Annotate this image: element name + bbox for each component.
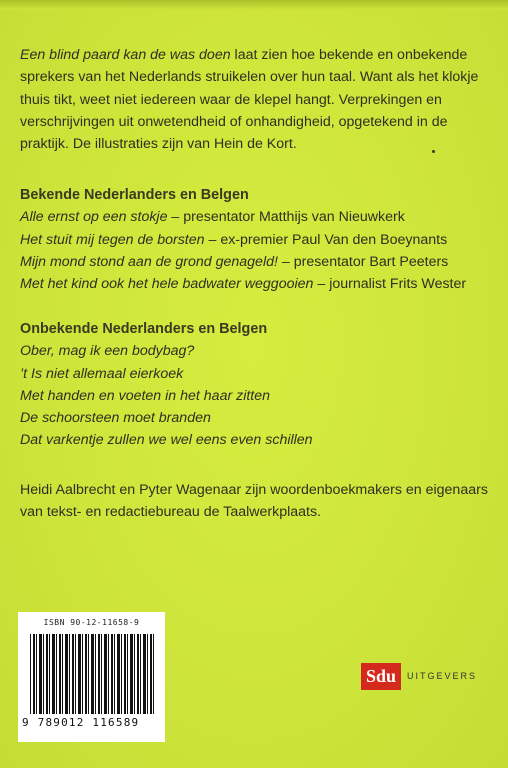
quote-line (20, 229, 490, 251)
section-heading-unknown: Onbekende Nederlanders en Belgen (20, 321, 268, 337)
intro-text: laat zien hoe bekende en onbekende sprekers van het Nederlands struikelen over hun taal. Want als het klokje thuis tikt, weet niet iedereen waar de klepel hangt. Verprekingen en verschrijvingen uit onwetendheid of onhandigheid, opgetekend in de praktijk. De illustraties zijn van Hein de Kort. (20, 47, 479, 153)
section-unknown-speakers (20, 318, 490, 452)
quote-text: Ober, mag ik een bodybag? (20, 343, 195, 360)
authors-paragraph (20, 479, 490, 524)
barcode-bars (30, 634, 155, 714)
quote-line (20, 429, 490, 451)
quote-line (20, 407, 490, 429)
quote-line (20, 273, 490, 295)
barcode-number: 9 789012 116589 (22, 716, 140, 729)
publisher-name: UITGEVERS (407, 671, 478, 681)
intro-paragraph (20, 44, 490, 155)
quote-source: – ex-premier Paul Van den Boeynants (204, 231, 448, 248)
authors-text: Heidi Aalbrecht en Pyter Wagenaar zijn woordenboekmakers en eigenaars van tekst- en redactiebureau de Taalwerkplaats. (20, 482, 488, 521)
quote-line (20, 385, 490, 407)
quote-text: Alle ernst op een stokje (20, 209, 168, 226)
quote-source: – presentator Matthijs van Nieuwkerk (167, 209, 405, 226)
quote-text: Mijn mond stond aan de grond genageld! (20, 253, 278, 270)
publisher-logo (361, 662, 477, 690)
cover-top-edge (0, 0, 508, 10)
book-title-italic: Een blind paard kan de was doen (20, 47, 231, 63)
quote-source: – presentator Bart Peeters (277, 253, 449, 270)
quote-text: Met handen en voeten in het haar zitten (20, 387, 271, 404)
quote-text: De schoorsteen moet branden (20, 410, 211, 427)
quote-text: Dat varkentje zullen we wel eens even schillen (20, 432, 313, 449)
quote-text: Met het kind ook het hele badwater weggooien (20, 276, 314, 293)
quote-source: – journalist Frits Wester (313, 276, 467, 293)
sdu-logo: Sdu (361, 663, 401, 690)
speck-dot (432, 150, 435, 153)
quote-text: Het stuit mij tegen de borsten (20, 231, 205, 248)
barcode (18, 612, 165, 742)
section-heading-known: Bekende Nederlanders en Belgen (20, 187, 249, 203)
quote-line (20, 251, 490, 273)
quote-text: ’t Is niet allemaal eierkoek (20, 365, 184, 382)
quote-line (20, 206, 490, 228)
quote-line (20, 363, 490, 385)
isbn-label: ISBN 90-12-11658-9 (43, 618, 140, 627)
quote-line (20, 340, 490, 362)
section-known-speakers (20, 184, 490, 295)
